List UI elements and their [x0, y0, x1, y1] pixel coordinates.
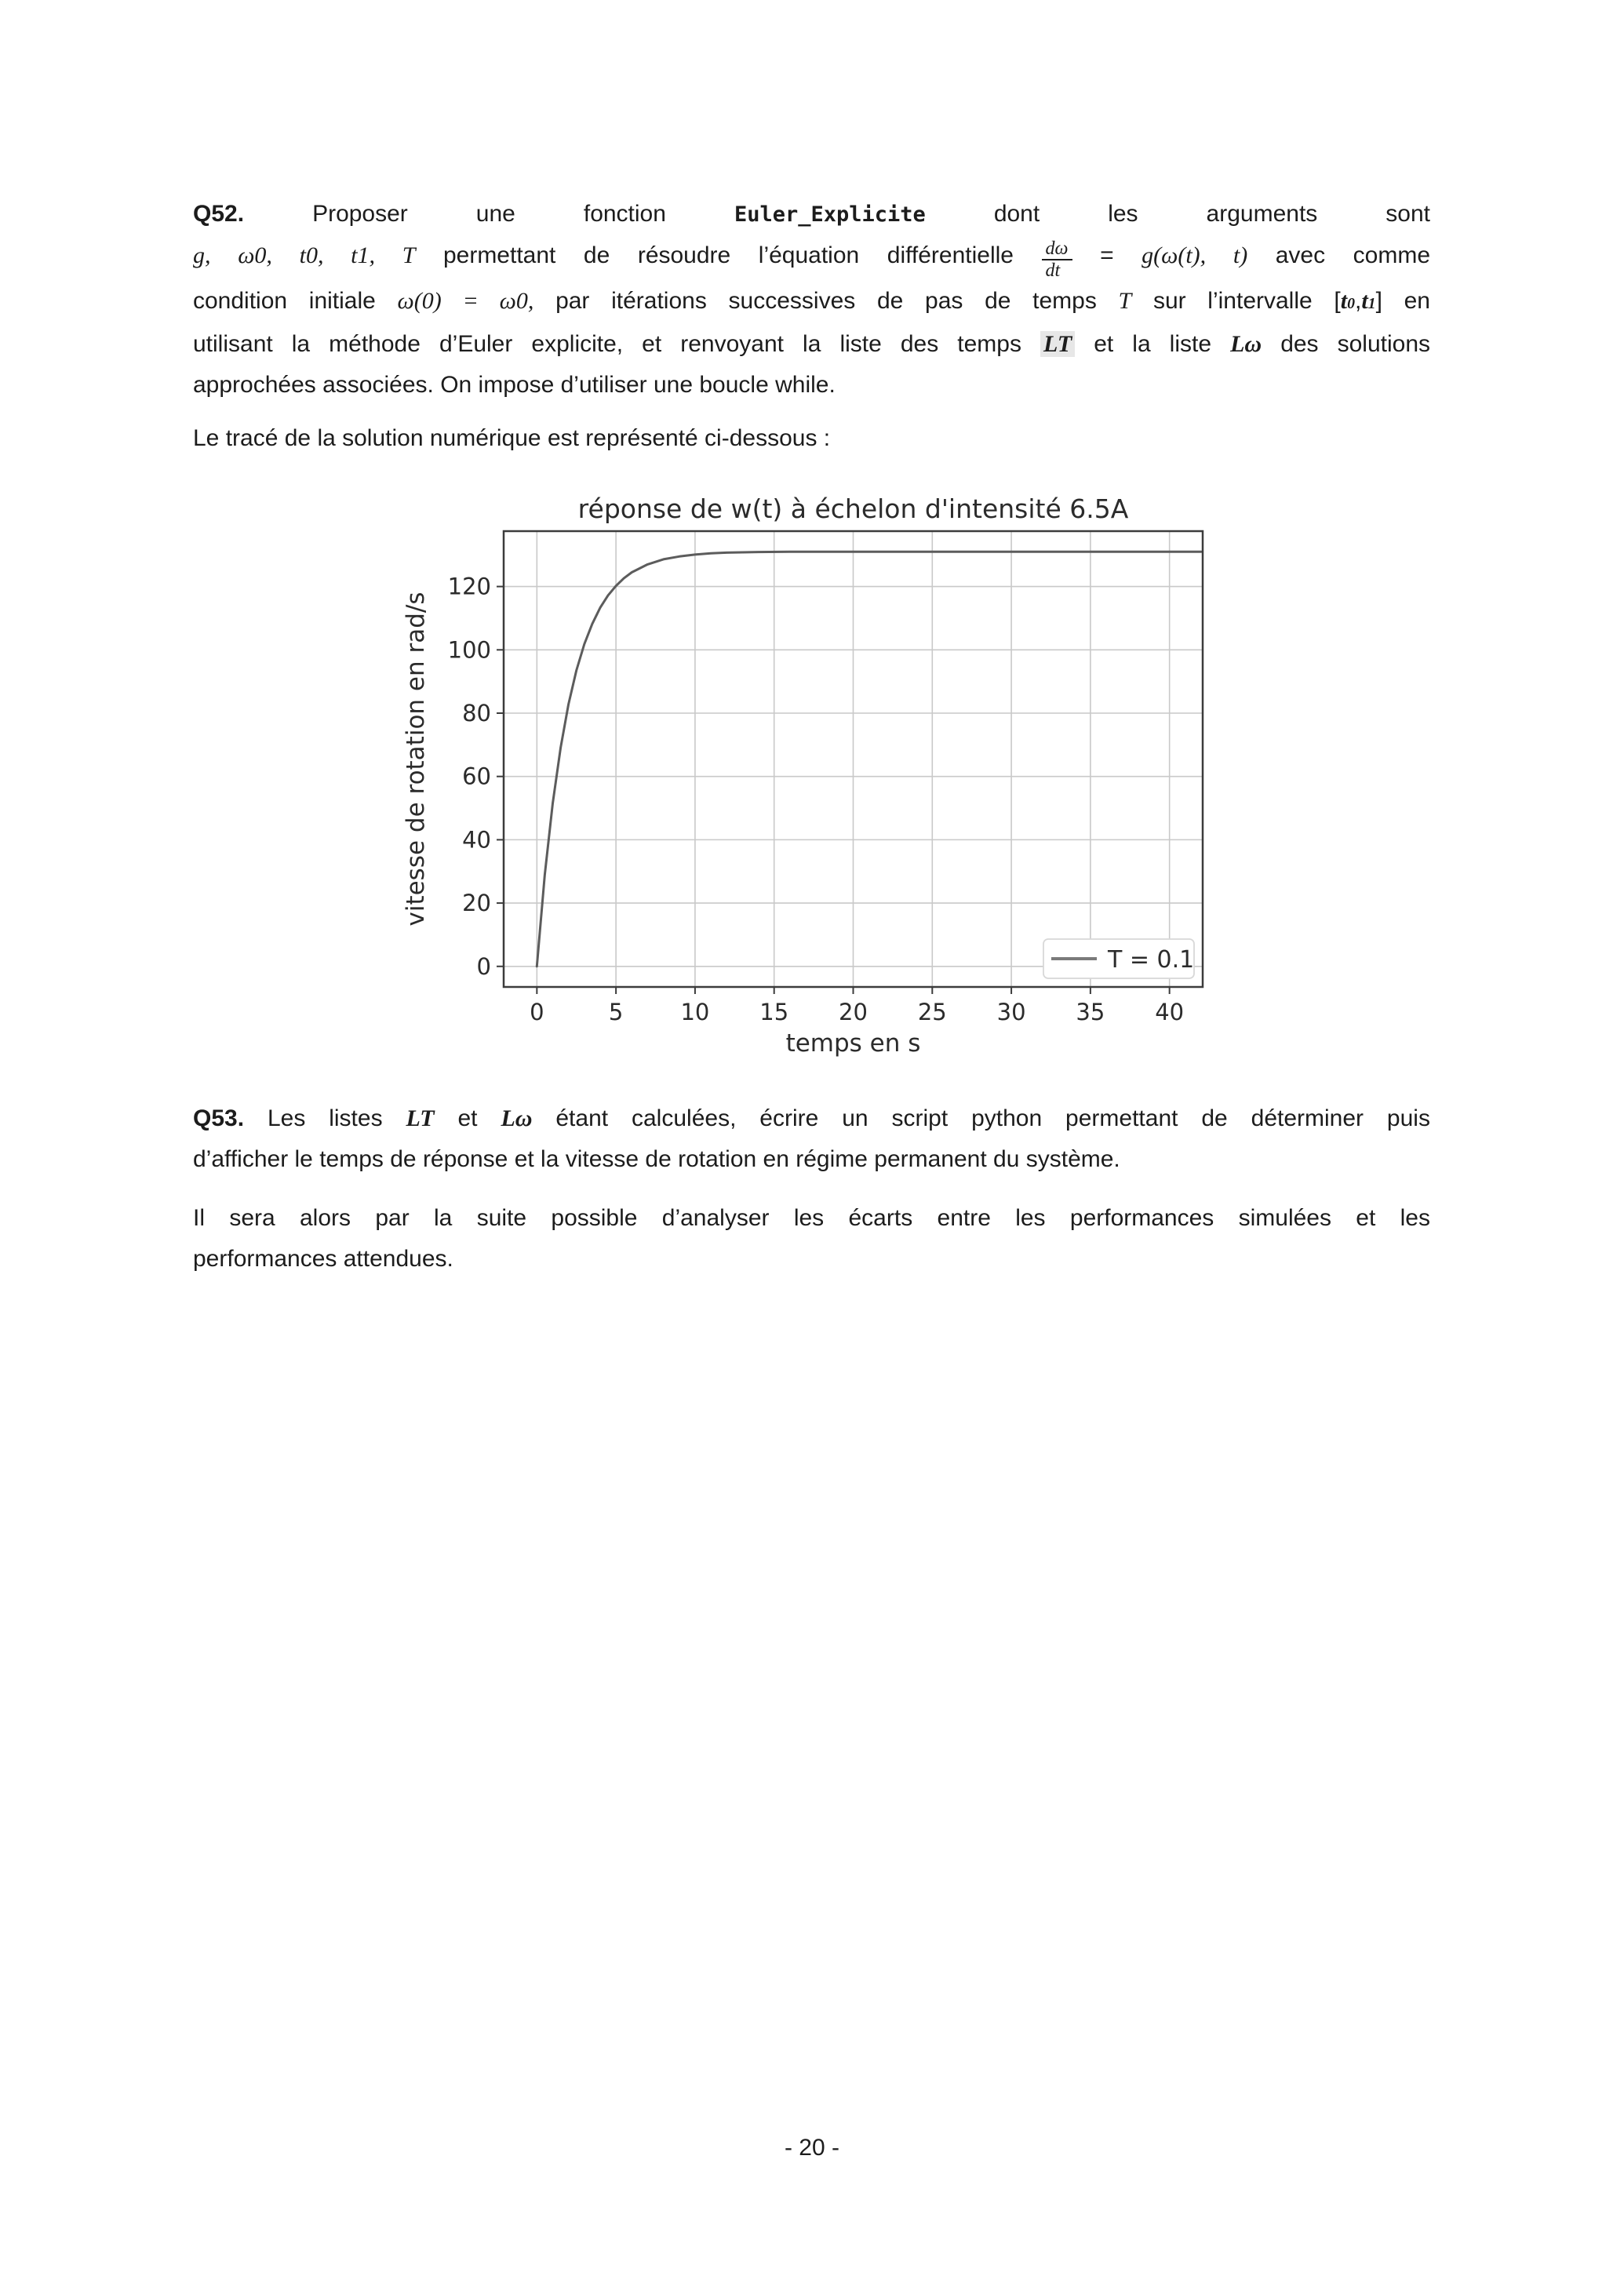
q52-l3-text-a: condition initiale	[193, 287, 376, 314]
response-curve	[537, 552, 1201, 967]
x-tick-label: 25	[917, 999, 947, 1025]
closing-line-1: Il sera alors par la suite possible d’analyser les écarts entre les performances simulées et les	[193, 1205, 1430, 1231]
q52-l3-text-c: sur l’intervalle	[1152, 287, 1313, 314]
x-tick-label: 10	[680, 999, 710, 1025]
q52-l4-text-a: utilisant la méthode d’Euler explicite, et renvoyant la liste des temps	[193, 330, 1021, 357]
y-tick-label: 80	[462, 699, 491, 726]
q52-label: Q52.	[193, 201, 245, 227]
q52-line-5: approchées associées. On impose d’utiliser une boucle while.	[193, 371, 836, 398]
y-axis-label: vitesse de rotation en rad/s	[402, 592, 430, 927]
q52-l3-text-b: par itérations successives de pas de temps	[555, 287, 1097, 314]
y-tick-label: 40	[462, 826, 491, 854]
list-LT-token-highlighted: LT	[1040, 331, 1075, 357]
x-tick-label: 15	[759, 999, 789, 1025]
q53-line-2: d’afficher le temps de réponse et la vitesse de rotation en régime permanent du système.	[193, 1146, 1120, 1172]
q53-l1-text-a: Les listes	[267, 1105, 383, 1131]
q52-l2-math-args: g, ω0, t0, t1, T	[193, 242, 416, 268]
q52-l3-math-init: ω(0) = ω0,	[397, 287, 534, 314]
interval-t0-t1: [t0,t1]	[1334, 287, 1382, 314]
q52-l3-text-d: en	[1404, 287, 1430, 314]
response-plot-figure	[392, 480, 1224, 1069]
y-tick-label: 100	[447, 636, 491, 664]
x-tick-label: 40	[1155, 999, 1185, 1025]
q53-line-1	[193, 1098, 1430, 1139]
q52-line-2	[193, 235, 1430, 281]
y-tick-label: 60	[462, 763, 491, 790]
q52-line-3	[193, 281, 1430, 324]
q52-l4-text-b: et la liste	[1094, 330, 1212, 357]
y-tick-label: 0	[476, 952, 491, 980]
q52-l1-text-b: dont les arguments sont	[993, 201, 1431, 227]
q53-LT-token: LT	[406, 1105, 435, 1131]
chart-title: réponse de w(t) à échelon d'intensité 6.5A	[577, 493, 1129, 524]
intro-line: Le tracé de la solution numérique est représenté ci-dessous :	[193, 425, 831, 451]
q52-line-4	[193, 324, 1430, 365]
x-tick-label: 30	[996, 999, 1026, 1025]
q52-l2-math-g: g(ω(t), t)	[1142, 242, 1248, 268]
x-tick-label: 20	[839, 999, 868, 1025]
q53-label: Q53.	[193, 1105, 245, 1131]
q52-l4-text-c: des solutions	[1280, 330, 1431, 357]
equals-sign: =	[1100, 242, 1114, 268]
closing-line-2: performances attendues.	[193, 1246, 453, 1272]
intro-paragraph	[193, 418, 1430, 459]
q53-Lomega-token: Lω	[501, 1105, 533, 1131]
q52-l2-text-a: permettant de résoudre l’équation différentielle	[442, 242, 1014, 268]
x-tick-label: 35	[1076, 999, 1105, 1025]
q52-l2-text-b: avec comme	[1275, 242, 1431, 268]
q52-paragraph	[193, 194, 1430, 406]
q52-code-token: Euler_Explicite	[734, 202, 926, 227]
fraction-domega-dt: $\frac{d\omega}{dt}$	[1042, 239, 1072, 281]
response-chart	[392, 480, 1224, 1069]
closing-paragraph	[193, 1198, 1430, 1280]
q53-l1-text-b: et	[457, 1105, 478, 1131]
q52-l1-text-a: Proposer une fonction	[312, 201, 666, 227]
x-tick-label: 5	[608, 999, 624, 1025]
y-tick-label: 20	[462, 890, 491, 917]
list-Lomega-token: Lω	[1230, 330, 1262, 357]
q53-paragraph	[193, 1098, 1430, 1180]
x-tick-label: 0	[530, 999, 544, 1025]
q52-l3-math-T: T	[1118, 287, 1132, 314]
page-number: - 20 -	[784, 2135, 840, 2161]
legend-label: T = 0.1	[1108, 946, 1195, 974]
q53-l1-text-c: étant calculées, écrire un script python permettant de déterminer puis	[555, 1105, 1430, 1131]
q52-line-1	[193, 194, 1430, 235]
x-axis-label: temps en s	[785, 1029, 921, 1058]
y-tick-label: 120	[447, 573, 491, 600]
